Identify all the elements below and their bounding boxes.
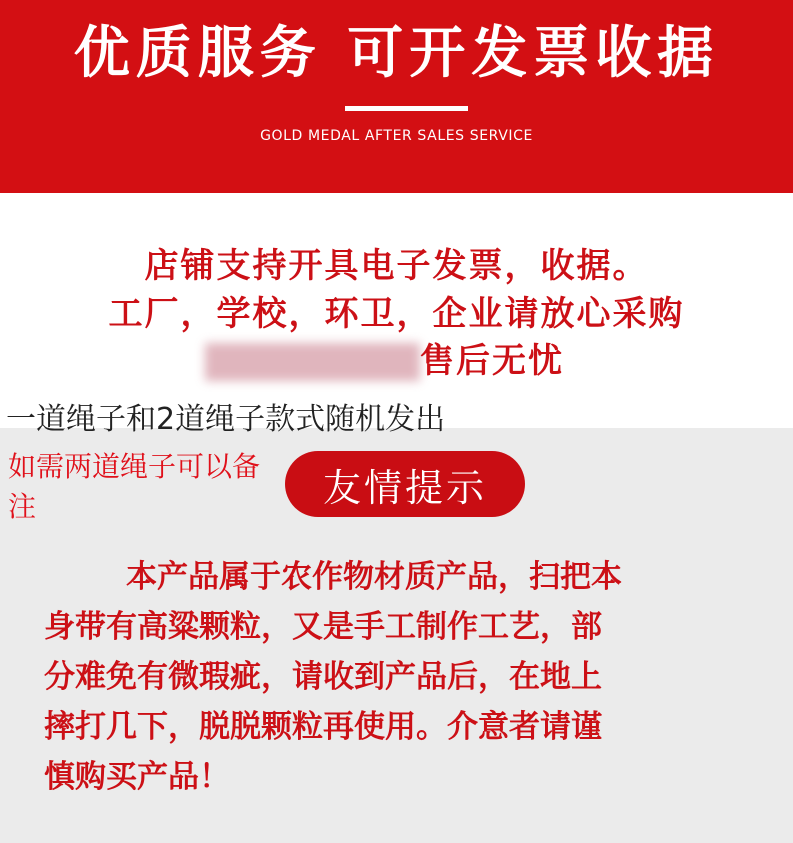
notice-line-purchase: 工厂，学校，环卫，企业请放心采购 <box>108 294 685 334</box>
banner-divider <box>345 106 468 111</box>
friendly-tip-badge: 友情提示 <box>285 451 525 517</box>
notice-paragraph-line: 本产品属于农作物材质产品，扫把本 <box>126 559 622 595</box>
notice-line-invoice: 店铺支持开具电子发票，收据。 <box>144 246 649 286</box>
rope-style-info: 一道绳子和2道绳子款式随机发出 <box>6 402 446 437</box>
notice-paragraph-line: 慎购买产品！ <box>44 759 230 795</box>
notice-paragraph-line: 身带有高粱颗粒，又是手工制作工艺，部 <box>44 609 602 645</box>
header-banner <box>0 0 793 193</box>
notice-paragraph-line: 摔打几下，脱脱颗粒再使用。介意者请谨 <box>44 709 602 745</box>
banner-title: 优质服务 可开发票收据 <box>73 20 720 86</box>
banner-subtitle: GOLD MEDAL AFTER SALES SERVICE <box>260 128 533 144</box>
notice-paragraph-line: 分难免有微瑕疵，请收到产品后，在地上 <box>44 659 602 695</box>
blurred-text <box>205 343 420 381</box>
notice-line-aftersales: 售后无忧 <box>420 341 564 381</box>
rope-remark-note: 如需两道绳子可以备注 <box>8 450 261 523</box>
